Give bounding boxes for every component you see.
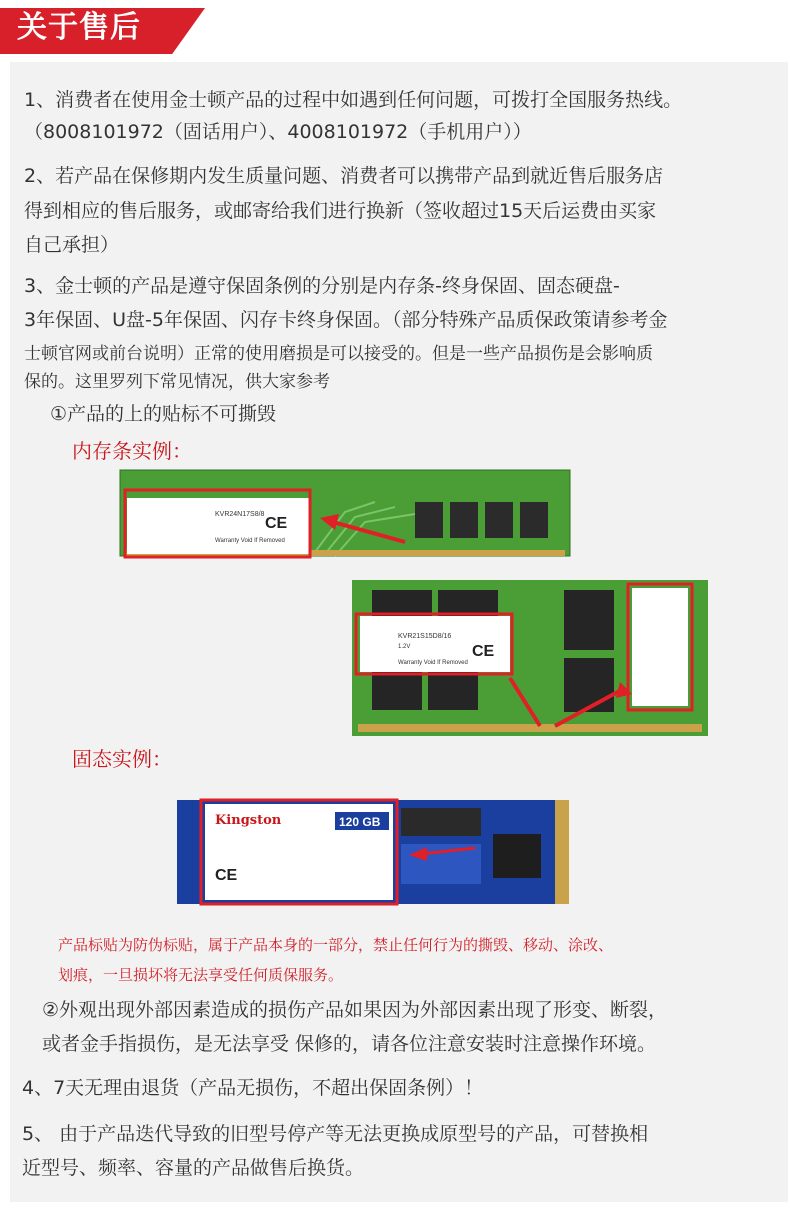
svg-text:CE: CE	[472, 643, 495, 660]
item-3-line-3: 士顿官网或前台说明）正常的使用磨损是可以接受的。但是一些产品损伤是会影响质	[24, 344, 653, 364]
ssd-brand: Kingston	[215, 813, 282, 828]
ram-sodimm-photo	[350, 578, 710, 738]
item-2-line-3: 自己承担）	[24, 234, 120, 256]
item-5-line-1: 5、 由于产品迭代导致的旧型号停产等无法更换成原型号的产品，可替换相	[22, 1123, 649, 1145]
item-2-line-2: 得到相应的售后服务，或邮寄给我们进行换新（签收超过15天后运费由买家	[24, 200, 657, 222]
ssd-capacity: 120 GB	[339, 815, 381, 829]
label-note-line-2: 划痕，一旦损坏将无法享受任何质保服务。	[58, 966, 344, 984]
ram-sodimm-code: KVR21S15D8/16	[398, 633, 452, 640]
item-1-line-2: （8008101972（固话用户）、4008101972（手机用户））	[24, 121, 532, 143]
sub-point-1: ①产品的上的贴标不可撕毁	[50, 403, 277, 425]
ssd-photo	[175, 796, 575, 908]
ram-sodimm-illustration	[350, 578, 710, 738]
label-note-line-1: 产品标贴为防伪标贴，属于产品本身的一部分，禁止任何行为的撕毁、移动、涂改、	[58, 936, 614, 954]
item-5-line-2: 近型号、频率、容量的产品做售后换货。	[22, 1157, 365, 1179]
svg-text:CE: CE	[215, 867, 238, 884]
item-4-line-1: 4、7天无理由退货（产品无损伤，不超出保固条例）！	[22, 1077, 484, 1099]
sub-point-2-line-2: 或者金手指损伤，是无法享受 保修的，请各位注意安装时注意操作环境。	[42, 1033, 657, 1055]
ram-dimm-photo	[115, 462, 575, 564]
sub-point-2-line-1: ②外观出现外部因素造成的损伤产品如果因为外部因素出现了形变、断裂，	[42, 999, 668, 1021]
ram-example-label: 内存条实例：	[72, 439, 192, 463]
item-3-line-1: 3、金士顿的产品是遵守保固条例的分别是内存条-终身保固、固态硬盘-	[24, 275, 620, 297]
item-2-line-1: 2、若产品在保修期内发生质量问题、消费者可以携带产品到就近售后服务店	[24, 165, 664, 187]
page-title: 关于售后	[17, 10, 141, 45]
ram-dimm-illustration	[115, 462, 575, 564]
item-3-line-2: 3年保固、U盘-5年保固、闪存卡终身保固。（部分特殊产品质保政策请参考金	[24, 309, 668, 331]
item-3-line-4: 保的。这里罗列下常见情况，供大家参考	[24, 372, 330, 392]
ram-sodimm-warranty: Warranty Void If Removed	[398, 660, 468, 666]
ram-sodimm-voltage: 1.2V	[398, 644, 411, 650]
item-1-line-1: 1、消费者在使用金士顿产品的过程中如遇到任何问题，可拨打全国服务热线。	[24, 89, 683, 111]
ssd-example-label: 固态实例：	[72, 747, 172, 771]
svg-text:CE: CE	[265, 515, 288, 532]
ssd-illustration	[175, 796, 575, 908]
ram-dimm-code: KVR24N17S8/8	[215, 511, 265, 518]
ram-dimm-warranty: Warranty Void If Removed	[215, 538, 285, 544]
